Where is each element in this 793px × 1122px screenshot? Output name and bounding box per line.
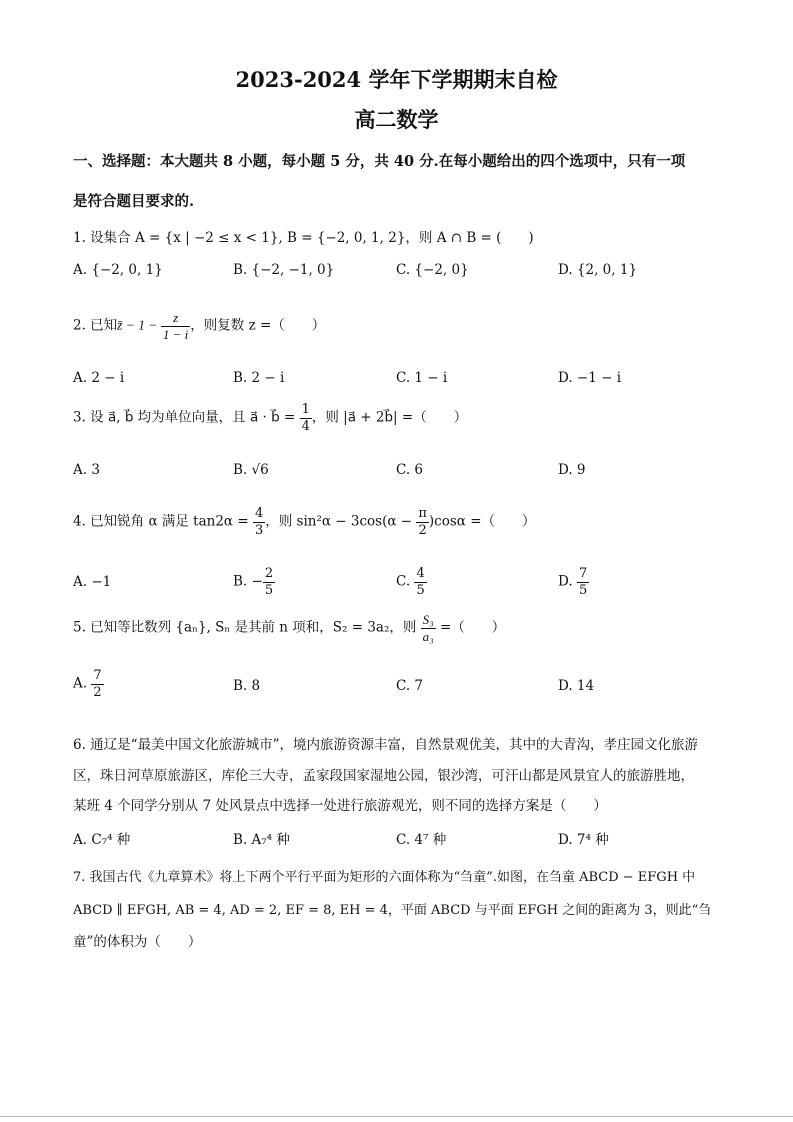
q4-mid: ，则 sin²α − 3cos(α −: [265, 513, 417, 530]
q5-option-a: [73, 668, 104, 700]
q2-frac-num: z: [161, 310, 190, 327]
q2-option-d: D. −1 − i: [558, 370, 622, 386]
q4-option-a: A. −1: [73, 574, 112, 590]
q3-option-d: D. 9: [558, 462, 586, 478]
question-2-options: [73, 370, 733, 406]
q3-option-c: C. 6: [396, 462, 424, 478]
q4-option-b-fraction: [263, 566, 275, 598]
q1-option-a: A. {−2, 0, 1}: [73, 262, 163, 278]
q4-pi-fraction: [416, 506, 429, 538]
q5-suffix: =（ ）: [435, 619, 506, 636]
q1-option-c: C. {−2, 0}: [396, 262, 469, 278]
q4-option-d-prefix: D.: [558, 573, 577, 590]
q4-option-b: [233, 566, 275, 598]
q5-frac-num: S₃: [422, 612, 434, 627]
q5-option-b: B. 8: [233, 678, 261, 694]
q6-option-c: C. 4⁷ 种: [396, 832, 447, 848]
section-heading-line2: 是符合题目要求的.: [73, 193, 195, 210]
question-5-stem: [73, 612, 733, 644]
q4-option-d-fraction: [577, 566, 589, 598]
q4-prefix: 4. 已知锐角 α 满足 tan2α =: [73, 513, 253, 530]
question-6-line3: 某班 4 个同学分别从 7 处风景点中选择一处进行旅游观光，则不同的选择方案是（ ）: [73, 798, 607, 814]
q4-option-d-den: 5: [578, 582, 588, 598]
q2-fraction: [161, 310, 190, 342]
q2-frac-den: 1 − i: [162, 326, 189, 342]
exam-title: 2023-2024 学年下学期期末自检: [235, 67, 558, 92]
q4-option-c-fraction: [414, 566, 426, 598]
q5-option-c: C. 7: [396, 678, 424, 694]
q2-suffix: ，则复数 z =（ ）: [190, 317, 326, 334]
q4-option-c-prefix: C.: [396, 573, 415, 590]
question-5-options: [73, 668, 733, 708]
q2-option-a: A. 2 − i: [73, 370, 125, 386]
q6-option-d: D. 7⁴ 种: [558, 832, 609, 848]
question-6-options: [73, 828, 733, 864]
q3-frac-den: 4: [301, 418, 310, 434]
question-1-options: [73, 262, 733, 298]
exam-subject: 高二数学: [354, 107, 439, 132]
question-6-line2: 区，珠日河草原旅游区，库伦三大寺，孟家段国家湿地公园，银沙湾，可汗山都是风景宜人的旅游胜地，: [73, 768, 694, 784]
q4-option-c: [396, 566, 427, 598]
q1-option-b: B. {−2, −1, 0}: [233, 262, 335, 278]
question-4-options: [73, 566, 733, 606]
q4-option-d-num: 7: [578, 566, 588, 581]
q5-option-d: D. 14: [558, 678, 595, 694]
q1-option-d: D. {2, 0, 1}: [558, 262, 638, 278]
q2-option-c: C. 1 − i: [396, 370, 448, 386]
q5-frac-den: a₃: [422, 628, 434, 644]
q5-prefix: 5. 已知等比数列 {aₙ}, Sₙ 是其前 n 项和，S₂ = 3a₂，则: [73, 619, 421, 636]
question-4-stem: [73, 506, 733, 538]
page-bottom-rule: [0, 1116, 793, 1117]
q4-fraction: [253, 506, 265, 538]
q3-option-b: B. √6: [233, 462, 269, 478]
question-1-stem: 1. 设集合 A = {x | −2 ≤ x < 1}, B = {−2, 0, 1, 2}，则 A ∩ B = ( ): [73, 230, 534, 246]
q2-prefix: 2. 已知: [73, 317, 118, 334]
q4-suffix: )cosα =（ ）: [428, 513, 536, 530]
q3-fraction: [300, 402, 312, 434]
q5-option-a-fraction: [91, 668, 103, 700]
q4-pi-den: 2: [418, 522, 427, 538]
q4-option-b-prefix: B. −: [233, 573, 263, 590]
q5-option-a-prefix: A.: [73, 675, 92, 692]
q5-fraction: [421, 612, 436, 644]
q4-option-c-num: 4: [416, 566, 425, 581]
question-3-options: [73, 462, 733, 498]
q2-expr: z̄ − 1 −: [117, 317, 161, 333]
q5-option-a-den: 2: [93, 684, 102, 700]
section-heading-line1: 一、选择题：本大题共 8 小题，每小题 5 分，共 40 分.在每小题给出的四个选项中，只有一项: [73, 153, 686, 170]
q3-frac-num: 1: [301, 402, 310, 417]
q4-pi-num: π: [418, 506, 427, 521]
q2-option-b: B. 2 − i: [233, 370, 285, 386]
question-7-line1: 7. 我国古代《九章算术》将上下两个平行平面为矩形的六面体称为“刍童”.如图，在刍童 ABCD − EFGH 中: [73, 870, 696, 885]
question-2-stem: [73, 310, 733, 342]
question-7-line3: 童”的体积为（ ）: [73, 934, 202, 950]
q6-option-a: A. C₇⁴ 种: [73, 832, 131, 848]
q4-option-d: [558, 566, 589, 598]
question-6-line1: 6. 通辽是“最美中国文化旅游城市”，境内旅游资源丰富，自然景观优美，其中的大青沟，孝庄园文化旅游: [73, 737, 698, 753]
q4-option-b-den: 5: [264, 582, 274, 598]
question-7-line2: ABCD ∥ EFGH, AB = 4, AD = 2, EF = 8, EH = 4，平面 ABCD 与平面 EFGH 之间的距离为 3，则此“刍: [73, 903, 712, 918]
question-3-stem: [73, 402, 733, 434]
q4-option-c-den: 5: [416, 582, 425, 598]
q5-option-a-num: 7: [93, 668, 102, 683]
q3-suffix: ，则 |a⃗ + 2b⃗| =（ ）: [311, 409, 468, 426]
q3-prefix: 3. 设 a⃗, b⃗ 均为单位向量，且 a⃗ · b⃗ =: [73, 409, 300, 426]
q4-frac-num: 4: [254, 506, 264, 521]
q6-option-b: B. A₇⁴ 种: [233, 832, 290, 848]
q3-option-a: A. 3: [73, 462, 100, 478]
q4-option-b-num: 2: [264, 566, 274, 581]
q4-frac-den: 3: [254, 522, 264, 538]
